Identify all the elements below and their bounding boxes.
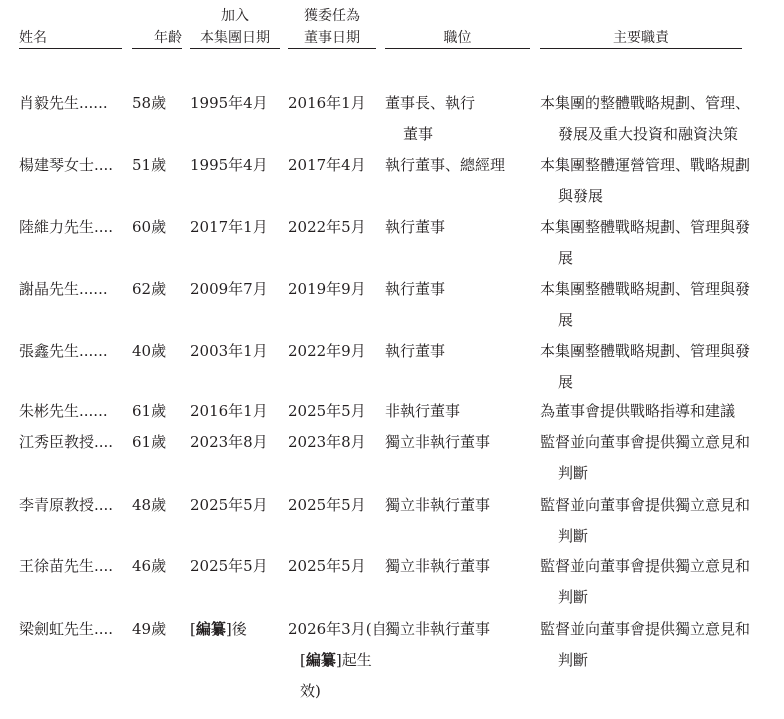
table-row-age: 61歲 — [132, 433, 167, 451]
table-row-duties — [540, 336, 750, 398]
table-row-name: 朱彬先生...... — [19, 402, 108, 420]
table-row-position: 獨立非執行董事 — [385, 496, 491, 514]
table-row-appoint-date: 2019年9月 — [288, 280, 366, 298]
table-row-join-date: 1995年4月 — [190, 94, 268, 112]
table-row-join-date: 2023年8月 — [190, 433, 268, 451]
appoint-line: 2026年3月(自 — [288, 620, 387, 638]
duties-line: 判斷 — [558, 588, 589, 606]
duties-line: 與發展 — [558, 187, 604, 205]
table-row-join-date — [190, 614, 247, 645]
redacted-label: 編纂 — [305, 651, 336, 669]
table-row-join-date: 1995年4月 — [190, 156, 268, 174]
table-row-position: 獨立非執行董事 — [385, 620, 491, 638]
table-row-age: 46歲 — [132, 557, 167, 575]
join-suffix: ]後 — [225, 620, 247, 638]
table-row-join-date: 2017年1月 — [190, 218, 268, 236]
duties-line: 發展及重大投資和融資決策 — [558, 125, 739, 143]
duties-line: 監督並向董事會提供獨立意見和 — [540, 433, 751, 451]
table-row-position: 執行董事 — [385, 342, 446, 360]
duties-line: 判斷 — [558, 527, 589, 545]
table-row-name: 陸維力先生.... — [19, 218, 114, 236]
table-row-appoint-date: 2025年5月 — [288, 402, 366, 420]
duties-line: 監督並向董事會提供獨立意見和 — [540, 557, 751, 575]
duties-line: 展 — [558, 311, 574, 329]
appoint-line — [288, 645, 387, 676]
table-row-duties — [540, 427, 750, 489]
duties-line: 本集團整體戰略規劃、管理與發 — [540, 280, 751, 298]
table-row-age: 60歲 — [132, 218, 167, 236]
table-row-appoint-date: 2023年8月 — [288, 433, 366, 451]
header-underline-age — [132, 48, 182, 49]
table-row-appoint-date — [288, 614, 387, 707]
table-row-age: 58歲 — [132, 94, 167, 112]
table-row-appoint-date: 2025年5月 — [288, 557, 366, 575]
table-row-join-date: 2025年5月 — [190, 557, 268, 575]
table-row-position: 執行董事 — [385, 218, 446, 236]
table-row-age: 51歲 — [132, 156, 167, 174]
table-row-duties: 為董事會提供戰略指導和建議 — [540, 402, 736, 420]
table-row-duties — [540, 614, 750, 676]
table-row-age: 40歲 — [132, 342, 167, 360]
table-row-position — [385, 88, 475, 150]
table-row-appoint-date: 2022年5月 — [288, 218, 366, 236]
appoint-line: 效) — [300, 682, 321, 700]
table-row-name: 楊建琴女士.... — [19, 156, 114, 174]
table-row-name: 張鑫先生...... — [19, 342, 108, 360]
header-age: 年齡 — [154, 30, 182, 46]
table-row-name: 李青原教授.... — [19, 496, 114, 514]
table-row-join-date: 2016年1月 — [190, 402, 268, 420]
table-row-join-date: 2025年5月 — [190, 496, 268, 514]
duties-line: 本集團整體運營管理、戰略規劃 — [540, 156, 751, 174]
table-row-position: 獨立非執行董事 — [385, 557, 491, 575]
header-position: 職位 — [443, 30, 472, 46]
table-row-duties — [540, 490, 750, 552]
table-row-appoint-date: 2025年5月 — [288, 496, 366, 514]
table-row-name: 謝晶先生...... — [19, 280, 108, 298]
table-row-duties — [540, 274, 750, 336]
header-join-date-line1: 加入 — [221, 8, 249, 24]
table-row-age: 62歲 — [132, 280, 167, 298]
bracket-open: [ — [300, 651, 306, 669]
table-row-duties — [540, 150, 750, 212]
redacted-label: 編纂 — [195, 620, 226, 638]
table-row-age: 48歲 — [132, 496, 167, 514]
table-row-name: 王徐苗先生.... — [19, 557, 114, 575]
duties-line: 展 — [558, 249, 574, 267]
header-underline-name — [19, 48, 122, 49]
table-row-join-date: 2009年7月 — [190, 280, 268, 298]
table-row-duties — [540, 88, 750, 150]
header-join-date-line2: 本集團日期 — [200, 30, 270, 46]
duties-line: 本集團整體戰略規劃、管理與發 — [540, 342, 751, 360]
table-row-name: 肖毅先生...... — [19, 94, 108, 112]
table-row-position: 獨立非執行董事 — [385, 433, 491, 451]
table-row-name: 江秀臣教授.... — [19, 433, 114, 451]
table-row-duties — [540, 551, 750, 613]
header-appoint-date-line1: 獲委任為 — [304, 8, 360, 24]
header-underline-position — [385, 48, 530, 49]
duties-line: 本集團的整體戰略規劃、管理、 — [540, 94, 751, 112]
header-underline-appoint-date — [288, 48, 376, 49]
table-row-appoint-date: 2022年9月 — [288, 342, 366, 360]
duties-line: 本集團整體戰略規劃、管理與發 — [540, 218, 751, 236]
header-underline-duties — [540, 48, 742, 49]
table-row-age: 61歲 — [132, 402, 167, 420]
table-row-appoint-date: 2017年4月 — [288, 156, 366, 174]
bracket-open: [ — [190, 620, 196, 638]
header-duties: 主要職責 — [613, 30, 669, 46]
table-row-age: 49歲 — [132, 620, 167, 638]
table-row-position: 執行董事、總經理 — [385, 156, 506, 174]
header-join-date — [190, 5, 280, 49]
header-name: 姓名 — [19, 30, 47, 46]
table-row-name: 梁劍虹先生.... — [19, 620, 114, 638]
duties-line: 判斷 — [558, 651, 589, 669]
table-row-join-date: 2003年1月 — [190, 342, 268, 360]
duties-line: 展 — [558, 373, 574, 391]
header-underline-join-date — [190, 48, 280, 49]
duties-line: 監督並向董事會提供獨立意見和 — [540, 496, 751, 514]
table-row-duties — [540, 212, 750, 274]
duties-line: 判斷 — [558, 464, 589, 482]
table-row-position: 非執行董事 — [385, 402, 461, 420]
table-row-position: 執行董事 — [385, 280, 446, 298]
position-line: 董事長、執行 — [385, 94, 476, 112]
table-row-appoint-date: 2016年1月 — [288, 94, 366, 112]
header-appoint-date — [288, 5, 376, 49]
duties-line: 監督並向董事會提供獨立意見和 — [540, 620, 751, 638]
appoint-suffix: ]起生 — [335, 651, 372, 669]
position-line: 董事 — [403, 125, 434, 143]
header-appoint-date-line2: 董事日期 — [304, 30, 360, 46]
